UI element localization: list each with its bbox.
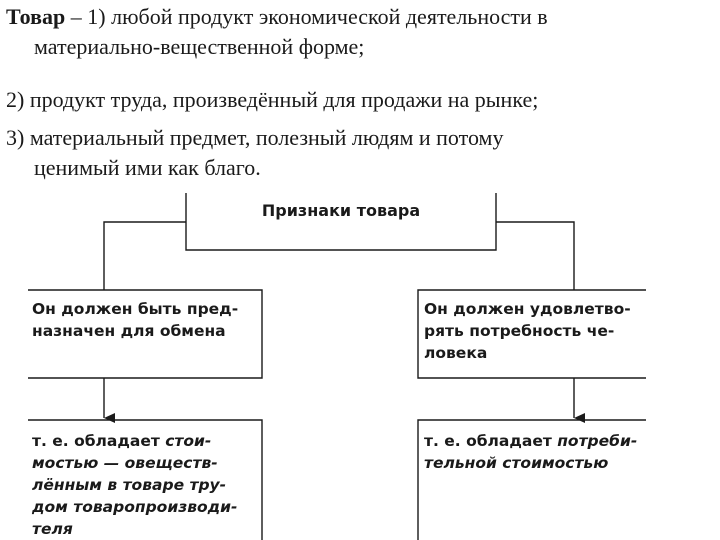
right-bottom-box: [424, 430, 637, 474]
right-bottom-italic-1: потреби-: [557, 432, 638, 450]
left-bottom-box: [32, 430, 237, 540]
right-bottom-line-2: тельной стоимостью: [424, 454, 609, 472]
definition-item-2: 2) продукт труда, произведённый для продажи на рынке;: [6, 87, 539, 112]
definition-item-3-cont: ценимый ими как благо.: [34, 155, 261, 180]
left-bottom-line-3: лённым в товаре тру-: [32, 476, 227, 494]
definition-term: Товар: [6, 4, 66, 29]
right-top-line-2: рять потребность че-: [424, 322, 615, 340]
right-top-line-3: ловека: [424, 344, 488, 362]
definition-item-1-cont: материально-вещественной форме;: [34, 34, 365, 59]
connector-right: [496, 222, 574, 290]
diagram-title: Признаки товара: [261, 201, 421, 220]
left-bottom-line-5: теля: [32, 520, 73, 538]
right-top-line-1: Он должен удовлетво-: [424, 300, 631, 318]
definition-item-3-text: 3) материальный предмет, полезный людям и потому: [6, 125, 504, 150]
left-bottom-line-4: дом товаропроизводи-: [32, 498, 238, 516]
right-top-box: [424, 298, 631, 364]
left-top-line-1: Он должен быть пред-: [32, 300, 239, 318]
left-top-line-2: назначен для обмена: [32, 322, 226, 340]
definition-item-1-text: – 1) любой продукт экономической деятельности в: [65, 4, 548, 29]
left-top-box: [32, 298, 238, 342]
left-bottom-line-2: мостью — овеществ-: [32, 454, 218, 472]
left-bottom-italic-1: стои-: [165, 432, 212, 450]
connector-left: [104, 222, 186, 290]
right-bottom-prefix: т. е. обладает: [424, 432, 558, 450]
left-bottom-prefix: т. е. обладает: [32, 432, 166, 450]
